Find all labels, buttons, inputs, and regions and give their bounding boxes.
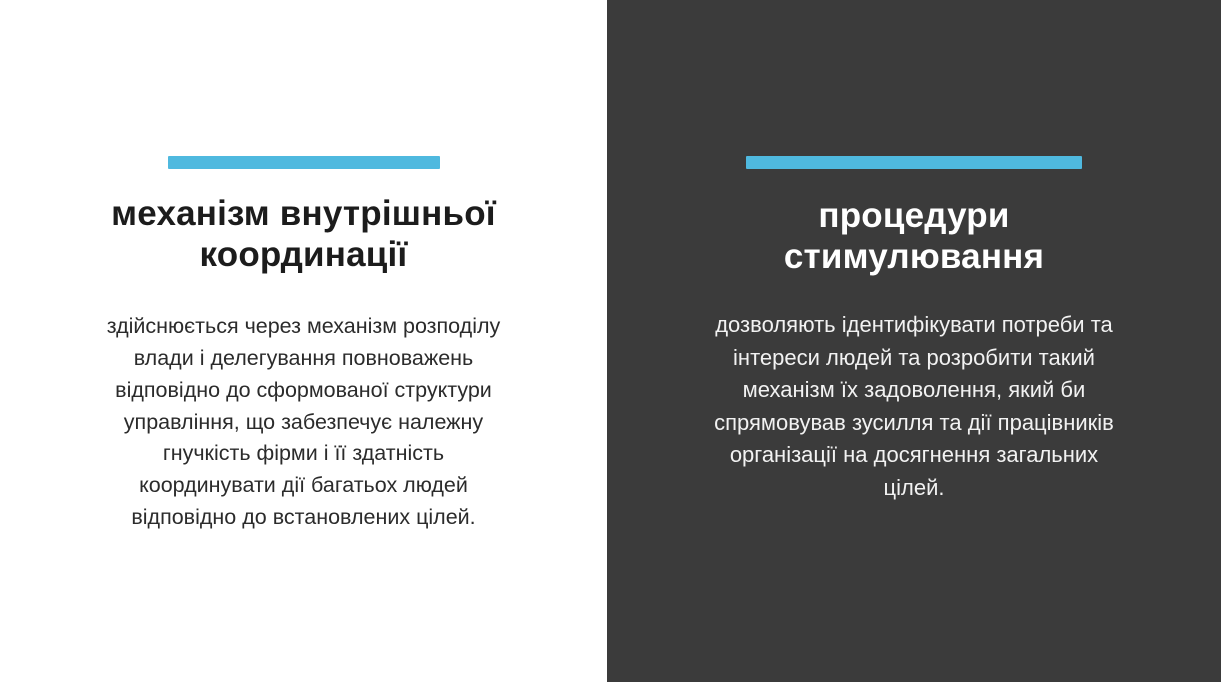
panel-right-body: дозволяють ідентифікувати потреби та інтереси людей та розробити такий механізм їх задоволення, який би спрямовував зусилля та дії працівників організації на досягнення загальних цілей. — [714, 312, 1114, 500]
accent-bar-left — [168, 156, 440, 169]
panel-stimulation-procedures — [607, 0, 1221, 682]
panel-left-title: механізм внутрішньої координації — [111, 194, 496, 274]
accent-bar-right — [746, 156, 1082, 169]
panel-right-title: процедури стимулювання — [783, 196, 1045, 276]
panel-internal-coordination — [0, 0, 607, 682]
panel-left-body: здійснюється через механізм розподілу влади і делегування повноважень відповідно до сформованої структури управління, що забезпечує належну гнучкість фірми і її здатність координувати дії багатьох людей відповідно до встановлених цілей. — [106, 314, 501, 530]
